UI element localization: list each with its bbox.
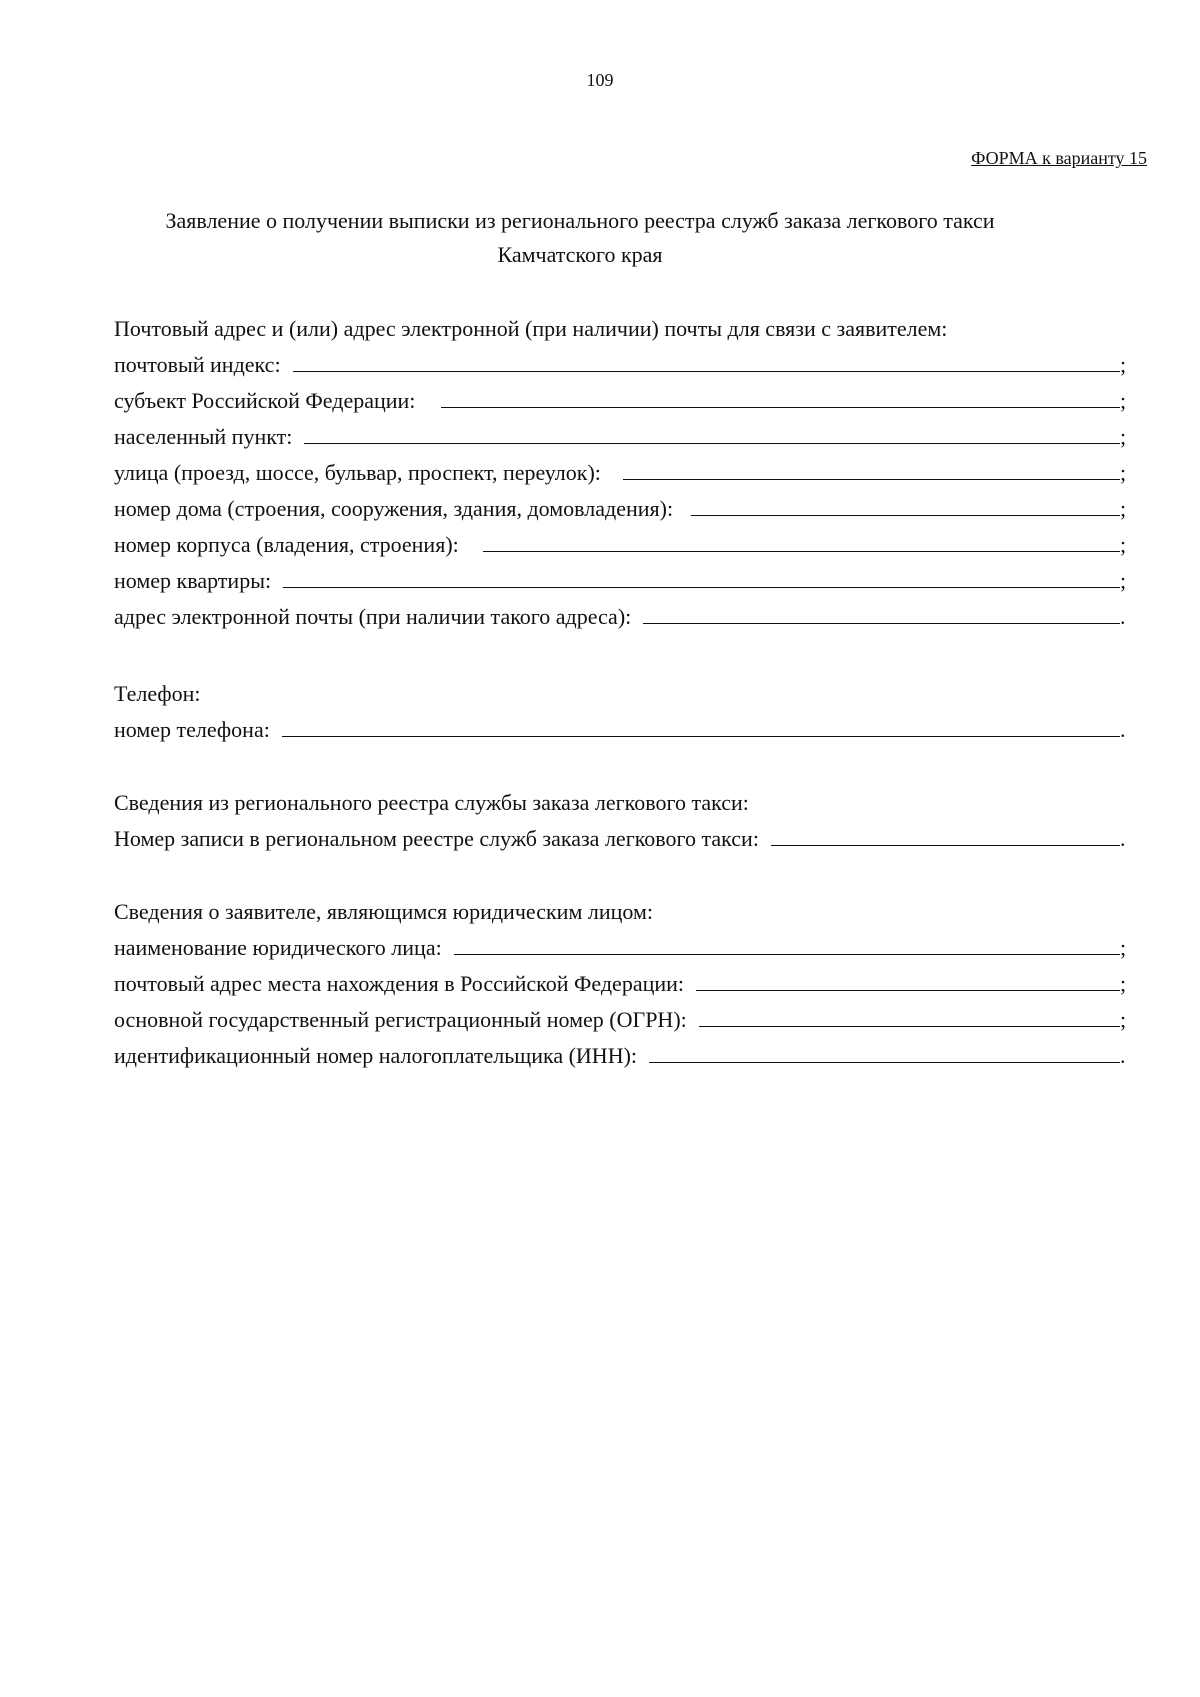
form-reference: ФОРМА к варианту 15 [971,148,1147,168]
row-punctuation: . [1120,604,1126,629]
inn-row [114,1038,1134,1074]
row-punctuation: . [1120,826,1126,851]
ogrn-label: основной государственный регистрационный номер (ОГРН): [114,1007,687,1032]
row-punctuation: ; [1120,424,1127,449]
registry-number-row [114,821,1134,857]
registry-number-field[interactable] [771,821,1120,846]
apartment-field[interactable] [283,563,1120,588]
building-number-row [114,527,1134,563]
row-punctuation: ; [1120,935,1127,960]
region-label: субъект Российской Федерации: [114,388,416,413]
phone-section [114,676,1134,748]
ogrn-row [114,1002,1134,1038]
applicant-heading: Сведения о заявителе, являющимся юридическим лицом: [114,899,653,924]
row-punctuation: ; [1120,1007,1127,1032]
street-label: улица (проезд, шоссе, бульвар, проспект, переулок): [114,460,601,485]
house-number-row [114,491,1134,527]
org-address-field[interactable] [696,966,1120,991]
row-punctuation: ; [1120,460,1127,485]
org-address-label: почтовый адрес места нахождения в Российской Федерации: [114,971,685,996]
postal-code-field[interactable] [293,347,1120,372]
org-name-field[interactable] [454,930,1120,955]
region-row [114,383,1134,419]
org-name-label: наименование юридического лица: [114,935,442,960]
locality-label: населенный пункт: [114,424,293,449]
house-number-label: номер дома (строения, сооружения, здания, домовладения): [114,496,674,521]
row-punctuation: ; [1120,532,1127,557]
apartment-row [114,563,1134,599]
document-title [0,204,1160,272]
postal-code-row [114,347,1134,383]
street-field[interactable] [623,455,1120,480]
phone-row [114,712,1134,748]
house-number-field[interactable] [691,491,1120,516]
applicant-section [114,894,1134,1074]
registry-heading: Сведения из регионального реестра службы заказа легкового такси: [114,790,749,815]
apartment-label: номер квартиры: [114,568,272,593]
row-punctuation: ; [1120,352,1127,377]
email-label: адрес электронной почты (при наличии такого адреса): [114,604,632,629]
address-heading: Почтовый адрес и (или) адрес электронной (при наличии) почты для связи с заявителем: [114,316,948,341]
locality-row [114,419,1134,455]
phone-heading: Телефон: [114,681,201,706]
email-row [114,599,1134,635]
org-address-row [114,966,1134,1002]
address-section [114,311,1134,635]
registry-section [114,785,1134,857]
region-field[interactable] [441,383,1120,408]
locality-field[interactable] [304,419,1120,444]
phone-label: номер телефона: [114,717,270,742]
email-field[interactable] [643,599,1120,624]
ogrn-field[interactable] [699,1002,1120,1027]
row-punctuation: . [1120,1043,1126,1068]
postal-code-label: почтовый индекс: [114,352,281,377]
row-punctuation: . [1120,717,1126,742]
title-line-1: Заявление о получении выписки из регионального реестра служб заказа легкового такси [165,208,995,233]
org-name-row [114,930,1134,966]
building-number-label: номер корпуса (владения, строения): [114,532,459,557]
building-number-field[interactable] [483,527,1120,552]
row-punctuation: ; [1120,388,1127,413]
row-punctuation: ; [1120,496,1127,521]
row-punctuation: ; [1120,971,1127,996]
phone-field[interactable] [282,712,1120,737]
row-punctuation: ; [1120,568,1127,593]
street-row [114,455,1134,491]
page-number: 109 [586,70,614,90]
inn-field[interactable] [649,1038,1120,1063]
registry-number-label: Номер записи в региональном реестре служб заказа легкового такси: [114,826,759,851]
inn-label: идентификационный номер налогоплательщика (ИНН): [114,1043,638,1068]
title-line-2: Камчатского края [497,242,663,267]
